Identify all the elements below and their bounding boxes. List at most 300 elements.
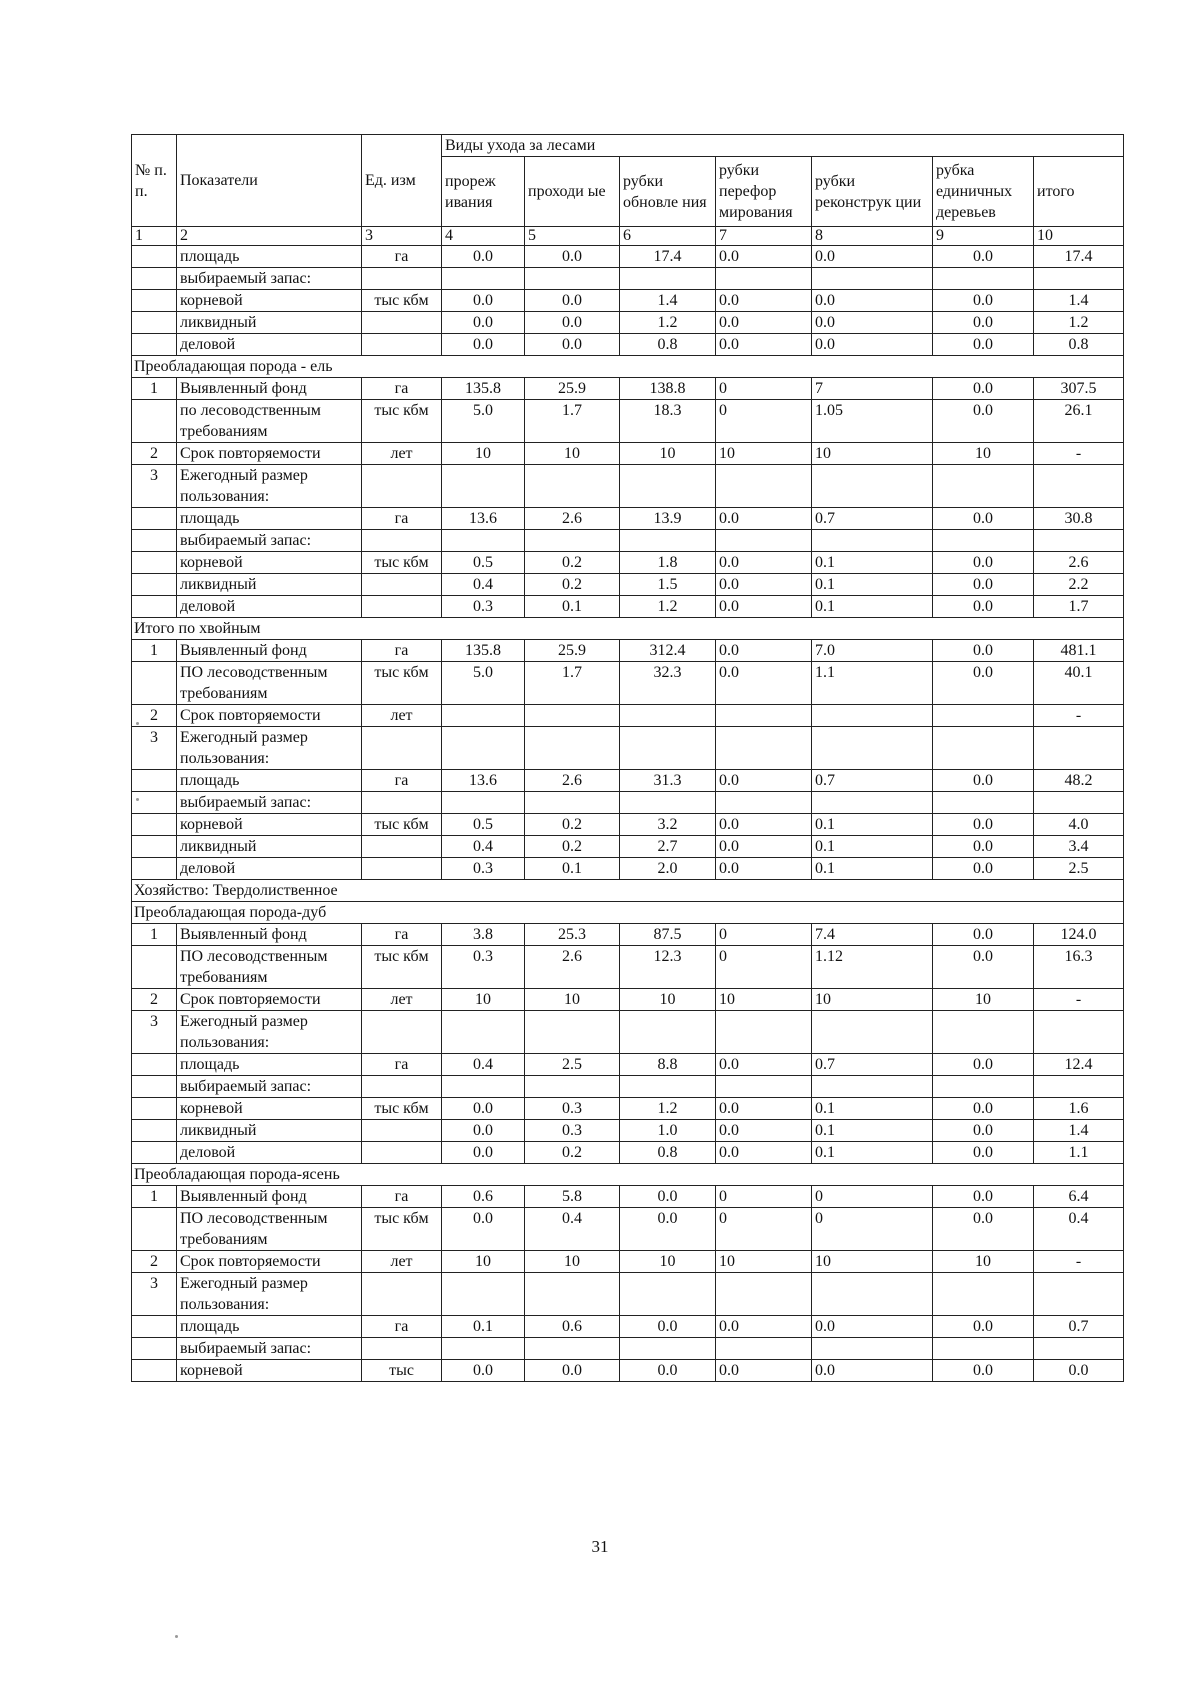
value-cell: 0.0: [716, 836, 812, 858]
header-type-2: рубки обновле ния: [620, 157, 716, 227]
value-cell: 1.8: [620, 552, 716, 574]
table-row: [132, 662, 1124, 705]
value-cell: 0.6: [442, 1186, 525, 1208]
value-cell: 0.0: [933, 1120, 1034, 1142]
value-cell: 1.0: [620, 1120, 716, 1142]
value-cell: 0.4: [442, 574, 525, 596]
table-row: [132, 596, 1124, 618]
value-cell: 138.8: [620, 378, 716, 400]
row-number: [132, 290, 177, 312]
value-cell: 3.2: [620, 814, 716, 836]
value-cell: 0.0: [812, 1360, 933, 1382]
row-unit: [362, 1142, 442, 1164]
table-row: [132, 1316, 1124, 1338]
value-cell: 0.4: [1034, 1208, 1124, 1251]
value-cell: [1034, 1338, 1124, 1360]
value-cell: 10: [933, 1251, 1034, 1273]
row-label: деловой: [177, 596, 362, 618]
value-cell: 2.5: [525, 1054, 620, 1076]
row-number: [132, 662, 177, 705]
col-number: 2: [177, 227, 362, 246]
value-cell: 87.5: [620, 924, 716, 946]
row-label: выбираемый запас:: [177, 1076, 362, 1098]
col-number: 4: [442, 227, 525, 246]
value-cell: 0.0: [933, 1098, 1034, 1120]
row-number: [132, 574, 177, 596]
value-cell: [933, 1076, 1034, 1098]
value-cell: 0: [716, 1186, 812, 1208]
row-number: 3: [132, 465, 177, 508]
value-cell: [442, 727, 525, 770]
value-cell: 1.6: [1034, 1098, 1124, 1120]
value-cell: 312.4: [620, 640, 716, 662]
value-cell: 1.7: [1034, 596, 1124, 618]
value-cell: 10: [525, 443, 620, 465]
row-label: корневой: [177, 1098, 362, 1120]
value-cell: -: [1034, 443, 1124, 465]
value-cell: 5.8: [525, 1186, 620, 1208]
value-cell: 10: [716, 443, 812, 465]
value-cell: 10: [525, 1251, 620, 1273]
value-cell: [525, 268, 620, 290]
row-label: ликвидный: [177, 1120, 362, 1142]
value-cell: [933, 268, 1034, 290]
header-type-1: проходи ые: [525, 157, 620, 227]
value-cell: [1034, 1273, 1124, 1316]
value-cell: 0.0: [716, 1098, 812, 1120]
value-cell: [933, 1011, 1034, 1054]
value-cell: [442, 705, 525, 727]
value-cell: 0.0: [525, 246, 620, 268]
value-cell: [525, 1076, 620, 1098]
col-number: 9: [933, 227, 1034, 246]
value-cell: 0.0: [933, 574, 1034, 596]
section-row: [132, 356, 1124, 378]
row-unit: тыс кбм: [362, 946, 442, 989]
value-cell: 0.0: [442, 334, 525, 356]
value-cell: -: [1034, 705, 1124, 727]
table-row: [132, 1186, 1124, 1208]
value-cell: 0.0: [933, 858, 1034, 880]
value-cell: 0.3: [525, 1120, 620, 1142]
value-cell: 30.8: [1034, 508, 1124, 530]
value-cell: 0.0: [442, 1098, 525, 1120]
value-cell: 0.1: [812, 814, 933, 836]
value-cell: 17.4: [1034, 246, 1124, 268]
value-cell: 10: [442, 1251, 525, 1273]
value-cell: 0.0: [933, 312, 1034, 334]
row-unit: лет: [362, 705, 442, 727]
table-row: [132, 1273, 1124, 1316]
row-number: [132, 596, 177, 618]
value-cell: 0.1: [812, 596, 933, 618]
value-cell: 10: [442, 989, 525, 1011]
table-row: [132, 989, 1124, 1011]
row-unit: тыс: [362, 1360, 442, 1382]
value-cell: [442, 1273, 525, 1316]
value-cell: 0.0: [933, 924, 1034, 946]
col-number: 5: [525, 227, 620, 246]
value-cell: [620, 727, 716, 770]
row-unit: тыс кбм: [362, 1208, 442, 1251]
value-cell: 0.1: [525, 596, 620, 618]
value-cell: 0.0: [442, 246, 525, 268]
value-cell: [620, 1011, 716, 1054]
value-cell: 1.12: [812, 946, 933, 989]
table-row: [132, 705, 1124, 727]
row-unit: [362, 1011, 442, 1054]
value-cell: 10: [620, 989, 716, 1011]
value-cell: [1034, 1076, 1124, 1098]
value-cell: [525, 1273, 620, 1316]
row-unit: тыс кбм: [362, 814, 442, 836]
value-cell: 0: [716, 924, 812, 946]
row-label: площадь: [177, 1054, 362, 1076]
table-row: [132, 858, 1124, 880]
scan-speck: [136, 722, 139, 725]
row-number: [132, 508, 177, 530]
row-number: [132, 246, 177, 268]
row-label: Выявленный фонд: [177, 640, 362, 662]
value-cell: [716, 1338, 812, 1360]
value-cell: 0.2: [525, 814, 620, 836]
value-cell: 12.3: [620, 946, 716, 989]
value-cell: 10: [812, 989, 933, 1011]
header-type-5: рубка единичных деревьев: [933, 157, 1034, 227]
col-number: 10: [1034, 227, 1124, 246]
row-unit: га: [362, 378, 442, 400]
table-body: [132, 246, 1124, 1382]
value-cell: 0.0: [442, 312, 525, 334]
value-cell: [716, 465, 812, 508]
value-cell: [812, 705, 933, 727]
value-cell: 481.1: [1034, 640, 1124, 662]
table-row: [132, 836, 1124, 858]
row-number: [132, 1120, 177, 1142]
value-cell: 0.0: [933, 508, 1034, 530]
row-number: 3: [132, 1273, 177, 1316]
value-cell: [812, 530, 933, 552]
value-cell: 18.3: [620, 400, 716, 443]
value-cell: 0.0: [716, 858, 812, 880]
value-cell: [812, 465, 933, 508]
value-cell: 0.0: [933, 946, 1034, 989]
row-number: [132, 792, 177, 814]
table-row: [132, 268, 1124, 290]
value-cell: 0.0: [716, 1054, 812, 1076]
row-unit: [362, 574, 442, 596]
row-unit: [362, 312, 442, 334]
value-cell: 16.3: [1034, 946, 1124, 989]
row-unit: лет: [362, 443, 442, 465]
table-row: [132, 1208, 1124, 1251]
table-row: [132, 640, 1124, 662]
scan-speck: [175, 1635, 178, 1638]
row-label: площадь: [177, 1316, 362, 1338]
value-cell: 25.9: [525, 378, 620, 400]
value-cell: [525, 530, 620, 552]
row-label: Срок повторяемости: [177, 989, 362, 1011]
value-cell: 0.0: [716, 508, 812, 530]
value-cell: 0.8: [1034, 334, 1124, 356]
row-label: ПО лесоводственным требованиям: [177, 662, 362, 705]
table-row: [132, 727, 1124, 770]
value-cell: 2.5: [1034, 858, 1124, 880]
value-cell: [525, 465, 620, 508]
row-label: по лесоводственным требованиям: [177, 400, 362, 443]
value-cell: [620, 1076, 716, 1098]
value-cell: 0.0: [442, 1360, 525, 1382]
value-cell: [716, 1011, 812, 1054]
value-cell: 0.0: [716, 1120, 812, 1142]
row-number: 1: [132, 924, 177, 946]
header-indicators: Показатели: [177, 135, 362, 227]
value-cell: 2.6: [525, 770, 620, 792]
table-row: [132, 246, 1124, 268]
row-label: корневой: [177, 290, 362, 312]
value-cell: [525, 1338, 620, 1360]
section-title: Хозяйство: Твердолиственное: [132, 880, 1124, 902]
row-label: Ежегодный размер пользования:: [177, 465, 362, 508]
value-cell: 48.2: [1034, 770, 1124, 792]
value-cell: 10: [620, 443, 716, 465]
value-cell: 0.0: [716, 312, 812, 334]
value-cell: [1034, 792, 1124, 814]
row-number: [132, 1054, 177, 1076]
value-cell: [812, 268, 933, 290]
row-number: 2: [132, 443, 177, 465]
table-row: [132, 814, 1124, 836]
value-cell: 0.2: [525, 552, 620, 574]
header-type-0: прореж ивания: [442, 157, 525, 227]
col-number: 3: [362, 227, 442, 246]
value-cell: [442, 792, 525, 814]
section-row: [132, 880, 1124, 902]
value-cell: 1.4: [1034, 1120, 1124, 1142]
value-cell: 0.0: [933, 1054, 1034, 1076]
value-cell: 32.3: [620, 662, 716, 705]
value-cell: 0.0: [716, 640, 812, 662]
row-unit: лет: [362, 1251, 442, 1273]
row-unit: [362, 596, 442, 618]
value-cell: 2.6: [525, 508, 620, 530]
row-label: ликвидный: [177, 574, 362, 596]
row-number: [132, 552, 177, 574]
value-cell: 0.0: [933, 378, 1034, 400]
value-cell: 0.5: [442, 814, 525, 836]
value-cell: 0.7: [812, 770, 933, 792]
value-cell: [716, 268, 812, 290]
value-cell: 307.5: [1034, 378, 1124, 400]
value-cell: [933, 1338, 1034, 1360]
value-cell: 10: [812, 1251, 933, 1273]
header-unit: Ед. изм: [362, 135, 442, 227]
value-cell: 0.4: [442, 836, 525, 858]
value-cell: 0.0: [716, 552, 812, 574]
table-row: [132, 574, 1124, 596]
value-cell: 0.1: [812, 1120, 933, 1142]
row-label: корневой: [177, 814, 362, 836]
table-row: [132, 1338, 1124, 1360]
value-cell: [1034, 530, 1124, 552]
value-cell: 10: [933, 989, 1034, 1011]
value-cell: 0.7: [1034, 1316, 1124, 1338]
value-cell: -: [1034, 989, 1124, 1011]
table-row: [132, 290, 1124, 312]
header-group-title: Виды ухода за лесами: [442, 135, 1124, 157]
table-row: [132, 1098, 1124, 1120]
value-cell: 2.7: [620, 836, 716, 858]
row-number: [132, 836, 177, 858]
value-cell: [620, 530, 716, 552]
value-cell: 124.0: [1034, 924, 1124, 946]
row-unit: [362, 727, 442, 770]
row-label: ПО лесоводственным требованиям: [177, 1208, 362, 1251]
value-cell: 0.0: [620, 1360, 716, 1382]
value-cell: 13.6: [442, 770, 525, 792]
value-cell: 0.0: [716, 574, 812, 596]
row-label: ликвидный: [177, 836, 362, 858]
row-unit: га: [362, 1054, 442, 1076]
row-unit: [362, 334, 442, 356]
row-number: 1: [132, 378, 177, 400]
value-cell: [442, 1076, 525, 1098]
value-cell: 10: [933, 443, 1034, 465]
value-cell: 2.0: [620, 858, 716, 880]
value-cell: 1.2: [620, 596, 716, 618]
row-label: выбираемый запас:: [177, 1338, 362, 1360]
col-number: 6: [620, 227, 716, 246]
row-number: 1: [132, 1186, 177, 1208]
value-cell: 0.0: [812, 312, 933, 334]
value-cell: 2.6: [525, 946, 620, 989]
row-label: Срок повторяемости: [177, 705, 362, 727]
row-number: [132, 1098, 177, 1120]
value-cell: 0.0: [620, 1208, 716, 1251]
row-number: [132, 814, 177, 836]
value-cell: -: [1034, 1251, 1124, 1273]
value-cell: 0: [716, 946, 812, 989]
value-cell: 0.2: [525, 574, 620, 596]
value-cell: 0.0: [620, 1316, 716, 1338]
value-cell: 0.0: [933, 836, 1034, 858]
value-cell: 0.2: [525, 836, 620, 858]
value-cell: 0.0: [933, 1360, 1034, 1382]
value-cell: 1.2: [620, 312, 716, 334]
value-cell: 0.0: [933, 400, 1034, 443]
table-row: [132, 465, 1124, 508]
value-cell: [933, 465, 1034, 508]
value-cell: 1.05: [812, 400, 933, 443]
value-cell: 0.4: [525, 1208, 620, 1251]
row-unit: [362, 1273, 442, 1316]
row-label: ПО лесоводственным требованиям: [177, 946, 362, 989]
row-number: 2: [132, 705, 177, 727]
value-cell: 1.5: [620, 574, 716, 596]
value-cell: 26.1: [1034, 400, 1124, 443]
value-cell: 6.4: [1034, 1186, 1124, 1208]
row-label: Выявленный фонд: [177, 378, 362, 400]
value-cell: 1.4: [620, 290, 716, 312]
row-number: [132, 1360, 177, 1382]
col-number: 8: [812, 227, 933, 246]
value-cell: 0.0: [716, 1316, 812, 1338]
value-cell: 1.1: [812, 662, 933, 705]
forest-care-table: [131, 134, 1124, 1382]
value-cell: [620, 465, 716, 508]
value-cell: 0.0: [620, 1186, 716, 1208]
header-type-3: рубки перефор мирования: [716, 157, 812, 227]
value-cell: 17.4: [620, 246, 716, 268]
table-row: [132, 552, 1124, 574]
value-cell: 0.0: [812, 290, 933, 312]
value-cell: 0.0: [716, 814, 812, 836]
section-title: Итого по хвойным: [132, 618, 1124, 640]
value-cell: 7.4: [812, 924, 933, 946]
table-row: [132, 924, 1124, 946]
value-cell: 0.8: [620, 334, 716, 356]
row-unit: тыс кбм: [362, 400, 442, 443]
row-unit: тыс кбм: [362, 662, 442, 705]
value-cell: 0.0: [716, 290, 812, 312]
row-label: деловой: [177, 858, 362, 880]
value-cell: [933, 530, 1034, 552]
value-cell: 3.4: [1034, 836, 1124, 858]
section-row: [132, 618, 1124, 640]
page-number: 31: [591, 1537, 609, 1556]
header-type-6: итого: [1034, 157, 1124, 227]
row-number: [132, 770, 177, 792]
row-unit: га: [362, 1186, 442, 1208]
value-cell: [812, 1011, 933, 1054]
row-label: деловой: [177, 334, 362, 356]
row-label: Ежегодный размер пользования:: [177, 727, 362, 770]
value-cell: [933, 792, 1034, 814]
value-cell: [442, 530, 525, 552]
value-cell: 7.0: [812, 640, 933, 662]
value-cell: [620, 792, 716, 814]
value-cell: 5.0: [442, 400, 525, 443]
row-number: [132, 1338, 177, 1360]
value-cell: 0.0: [933, 1142, 1034, 1164]
row-unit: [362, 792, 442, 814]
value-cell: 0.1: [525, 858, 620, 880]
table-row: [132, 530, 1124, 552]
value-cell: 10: [812, 443, 933, 465]
header-num: № п. п.: [132, 135, 177, 227]
value-cell: [933, 727, 1034, 770]
row-label: площадь: [177, 508, 362, 530]
value-cell: 0.0: [442, 1142, 525, 1164]
value-cell: 10: [442, 443, 525, 465]
row-label: Выявленный фонд: [177, 1186, 362, 1208]
value-cell: 0.0: [442, 1120, 525, 1142]
table-row: [132, 1251, 1124, 1273]
value-cell: [525, 1011, 620, 1054]
col-number: 7: [716, 227, 812, 246]
row-unit: [362, 268, 442, 290]
section-title: Преобладающая порода-дуб: [132, 902, 1124, 924]
row-number: [132, 268, 177, 290]
value-cell: 0.0: [525, 334, 620, 356]
col-number: 1: [132, 227, 177, 246]
value-cell: 2.2: [1034, 574, 1124, 596]
value-cell: [1034, 727, 1124, 770]
value-cell: 0.0: [933, 246, 1034, 268]
value-cell: 7: [812, 378, 933, 400]
value-cell: [716, 705, 812, 727]
value-cell: 0.7: [812, 508, 933, 530]
